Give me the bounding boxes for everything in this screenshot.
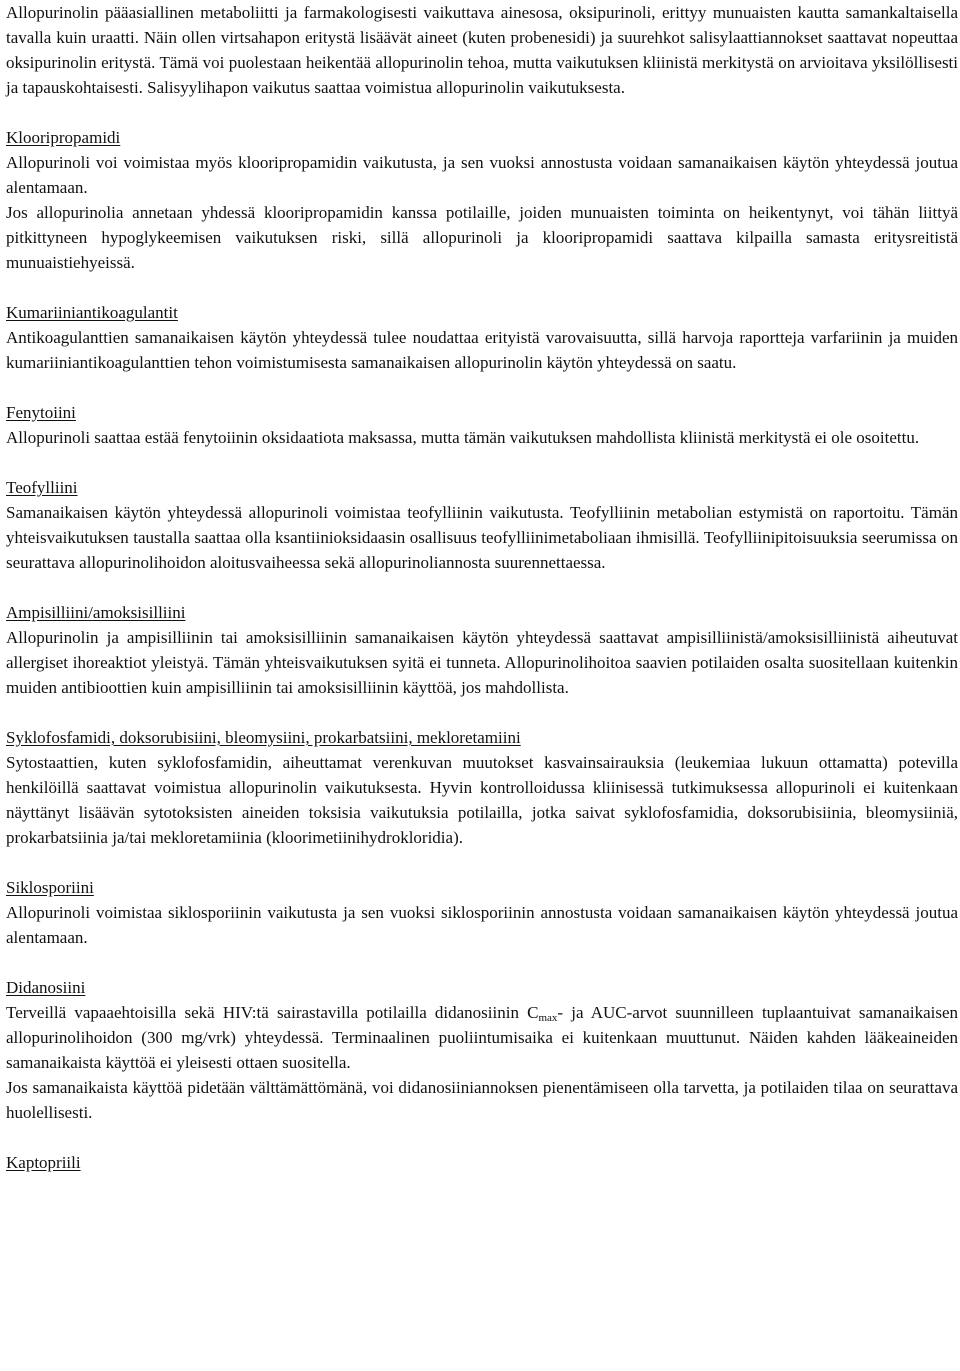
section-didanosiini xyxy=(6,975,958,1125)
section-paragraph: Jos allopurinolia annetaan yhdessä klooripropamidin kanssa potilaille, joiden munuaisten toiminta on heikentynyt, voi tähän liittyä pitkittyneen hypoglykeemisen vaikutuksen riski, sillä allopurinoli ja klooripropamidi saattava kilpailla samasta eritysreitistä munuaistiehyeissä. xyxy=(6,203,958,272)
intro-paragraph: Allopurinolin pääasiallinen metaboliitti ja farmakologisesti vaikuttava ainesosa, oksipurinoli, erittyy munuaisten kautta samankaltaisella tavalla kuin uraatti. Näin ollen virtsahapon eritystä lisäävät aineet (kuten probenesidi) ja suurehkot salisylaattiannokset saattavat nopeuttaa oksipurinolin eritystä. Tämä voi puolestaan heikentää allopurinolin tehoa, mutta vaikutuksen kliinistä merkitystä on arvioitava yksilöllisesti ja tapauskohtaisesti. Salisyylihapon vaikutus saattaa voimistua allopurinolin vaikutuksesta. xyxy=(6,3,958,97)
section-paragraph: Antikoagulanttien samanaikaisen käytön yhteydessä tulee noudattaa erityistä varovaisuutta, sillä harvoja raportteja varfariinin ja muiden kumariiniantikoagulanttien tehon voimistumisesta samanaikaisen allopurinolin käytön yhteydessä on saatu. xyxy=(6,328,958,372)
section-heading: Teofylliini xyxy=(6,478,78,497)
section-sytostaatit xyxy=(6,725,958,850)
document-page xyxy=(6,0,958,1175)
section-paragraph: Allopurinoli voimistaa siklosporiinin vaikutusta ja sen vuoksi siklosporiinin annostusta voidaan samanaikaisen käytön yhteydessä joutua alentamaan. xyxy=(6,903,958,947)
section-klooripropamidi xyxy=(6,125,958,275)
section-siklosporiini xyxy=(6,875,958,950)
section-kumariiniantikoagulantit xyxy=(6,300,958,375)
section-heading: Fenytoiini xyxy=(6,403,76,422)
section-paragraph: Samanaikaisen käytön yhteydessä allopurinoli voimistaa teofylliinin vaikutusta. Teofylliinin metabolian estymistä on raportoitu. Tämän yhteisvaikutuksen taustalla saattaa olla ksantiinioksidaasin osallisuus teofylliinimetaboliaan ihmisillä. Teofylliinipitoisuuksia seerumissa on seurattava allopurinolihoidon aloitusvaiheessa sekä allopurinoliannosta suurennettaessa. xyxy=(6,503,958,572)
section-paragraph: Allopurinoli voi voimistaa myös klooripropamidin vaikutusta, ja sen vuoksi annostusta voidaan samanaikaisen käytön yhteydessä joutua alentamaan. xyxy=(6,153,958,197)
section-paragraph: Allopurinoli saattaa estää fenytoiinin oksidaatiota maksassa, mutta tämän vaikutuksen mahdollista kliinistä merkitystä ei ole osoitettu. xyxy=(6,428,920,447)
section-paragraph: Sytostaattien, kuten syklofosfamidin, aiheuttamat verenkuvan muutokset kasvainsairauksia (leukemiaa lukuun ottamatta) potevilla henkilöillä saattavat voimistua allopurinolin vaikutuksesta. Hyvin kontrolloidussa kliinisessä tutkimuksessa allopurinoli ei kuitenkaan näyttänyt lisäävän sytotoksisten aineiden toksisia vaikutuksia potilailla, jotka saivat syklofosfamidia, doksorubisiinia, bleomysiiniä, prokarbatsiinia ja/tai mekloretamiinia (kloorimetiinihydrokloridia). xyxy=(6,753,958,847)
section-heading: Syklofosfamidi, doksorubisiini, bleomysiini, prokarbatsiini, mekloretamiini xyxy=(6,728,521,747)
section-kaptopriili xyxy=(6,1150,958,1175)
section-paragraph xyxy=(6,1000,958,1075)
section-heading: Ampisilliini/amoksisilliini xyxy=(6,603,186,622)
paragraph-text: - ja AUC-arvot suunnilleen tuplaantuivat samanaikaisen allopurinolihoidon (300 mg/vrk) yhteydessä. Terminaalinen puoliintumisaika ei kuitenkaan muuttunut. Näiden kahden lääkeaineiden samanaikaista käyttöä ei yleisesti ottaen suositella. xyxy=(6,1003,958,1072)
section-fenytoiini xyxy=(6,400,958,450)
cmax-subscript: max xyxy=(538,1012,558,1024)
section-heading: Kaptopriili xyxy=(6,1153,81,1172)
section-paragraph: Allopurinolin ja ampisilliinin tai amoksisilliinin samanaikaisen käytön yhteydessä saattavat ampisilliinistä/amoksisilliinistä aiheutuvat allergiset ihoreaktiot yleistyä. Tämän yhteisvaikutuksen syitä ei tunneta. Allopurinolihoitoa saavien potilaiden osalta suositellaan kuitenkin muiden antibioottien kuin ampisilliinin tai amoksisilliinin käyttöä, jos mahdollista. xyxy=(6,628,958,697)
section-paragraph: Jos samanaikaista käyttöä pidetään välttämättömänä, voi didanosiiniannoksen pienentämiseen olla tarvetta, ja potilaiden tilaa on seurattava huolellisesti. xyxy=(6,1078,958,1122)
section-ampisilliini-amoksisilliini xyxy=(6,600,958,700)
section-heading: Klooripropamidi xyxy=(6,128,121,147)
section-teofylliini xyxy=(6,475,958,575)
section-heading: Kumariiniantikoagulantit xyxy=(6,303,178,322)
paragraph-text: Terveillä vapaaehtoisilla sekä HIV:tä sairastavilla potilailla didanosiinin C xyxy=(6,1003,539,1022)
section-heading: Didanosiini xyxy=(6,978,86,997)
section-heading: Siklosporiini xyxy=(6,878,94,897)
